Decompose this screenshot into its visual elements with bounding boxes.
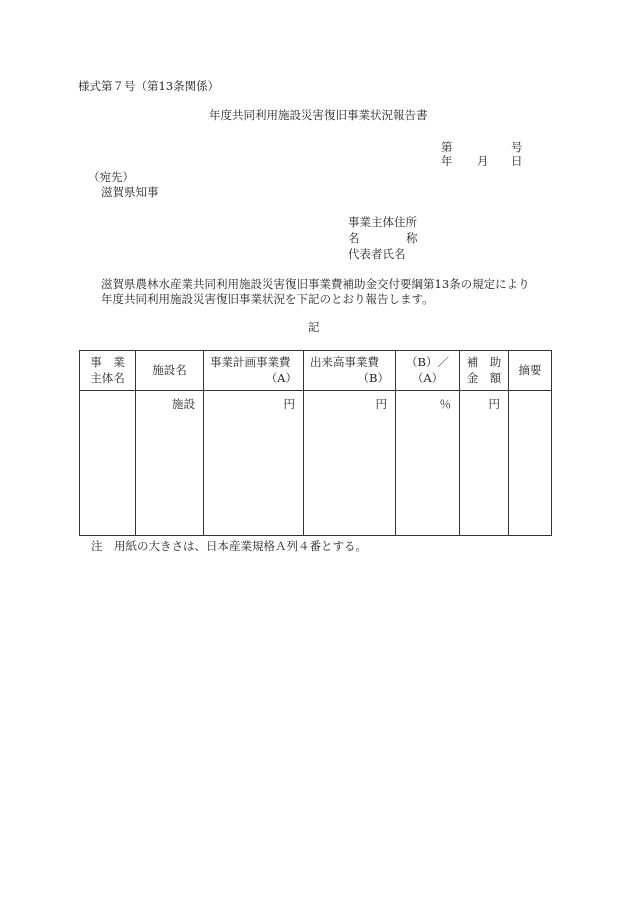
body-text-line-2: 年度共同利用施設災害復旧事業状況を下記のとおり報告します。 (101, 292, 434, 306)
page-title: 年度共同利用施設災害復旧事業状況報告書 (209, 108, 428, 122)
header-plan-cost: 事業計画事業費 （A） (204, 351, 304, 391)
doc-no-suffix: 号 (511, 140, 523, 154)
cell-subsidy: 円 (460, 391, 509, 536)
doc-no-prefix: 第 (441, 140, 453, 154)
header-done-cost: 出来高事業費 （B） (304, 351, 396, 391)
cell-remarks (509, 391, 552, 536)
addressee-label: （宛先） (88, 170, 134, 184)
applicant-address: 事業主体住所 (348, 215, 417, 229)
table-row (80, 391, 552, 536)
table-header-row (80, 351, 552, 391)
ki-heading: 記 (308, 320, 320, 334)
header-remarks: 摘要 (509, 351, 552, 391)
applicant-name-b: 称 (406, 231, 418, 245)
body-text-line-1: 滋賀県農林水産業共同利用施設災害復旧事業費補助金交付要綱第13条の規定により (101, 277, 530, 291)
cell-ratio: ％ (396, 391, 460, 536)
date-month: 月 (477, 154, 489, 168)
header-subsidy: 補 助 金 額 (460, 351, 509, 391)
header-entity: 事 業 主体名 (80, 351, 136, 391)
cell-entity (80, 391, 136, 536)
header-ratio: （B）／ （A） (396, 351, 460, 391)
cell-done-cost: 円 (304, 391, 396, 536)
date-year: 年 (441, 154, 453, 168)
report-table (79, 350, 552, 536)
applicant-name-a: 名 (348, 231, 360, 245)
date-day: 日 (511, 154, 523, 168)
header-facility: 施設名 (136, 351, 204, 391)
applicant-representative: 代表者氏名 (348, 247, 406, 261)
footnote: 注 用紙の大きさは、日本産業規格Ａ列４番とする。 (91, 539, 367, 553)
cell-plan-cost: 円 (204, 391, 304, 536)
form-number: 様式第７号（第13条関係） (78, 79, 220, 93)
addressee-name: 滋賀県知事 (101, 185, 159, 199)
cell-facility: 施設 (136, 391, 204, 536)
